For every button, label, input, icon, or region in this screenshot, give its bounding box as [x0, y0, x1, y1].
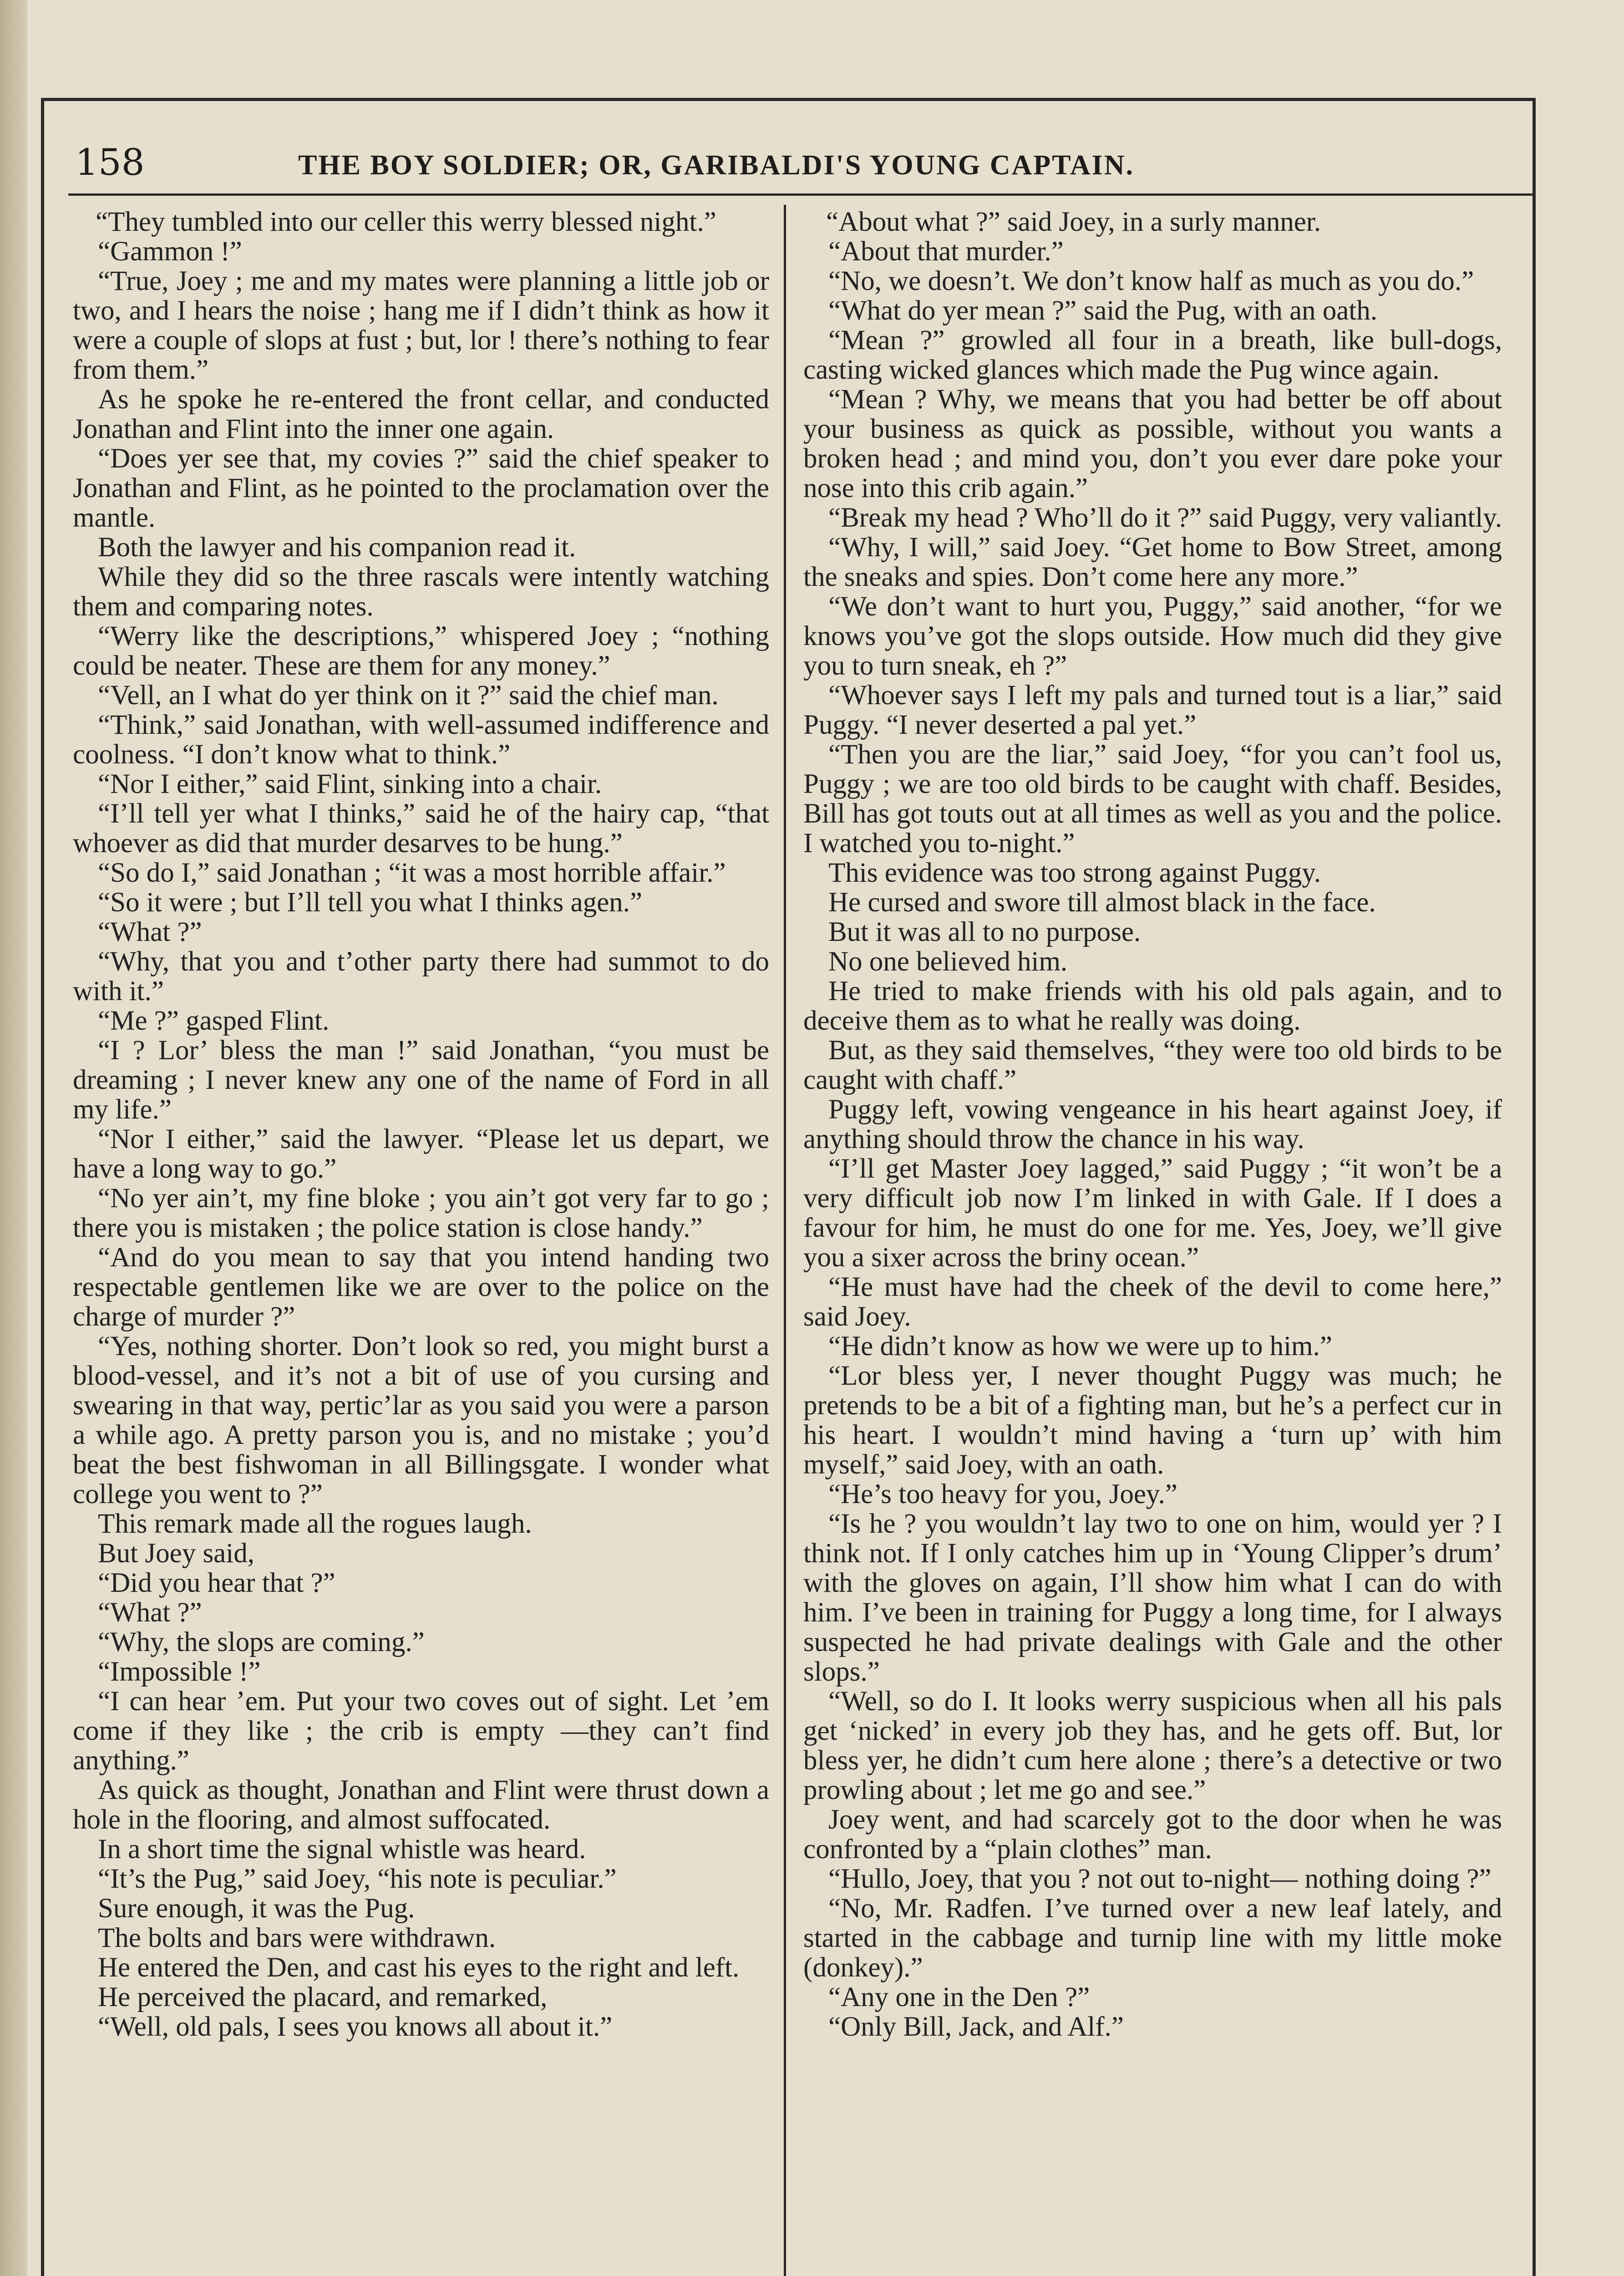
paragraph: “Then you are the liar,” said Joey, “for you can’t fool us, Puggy ; we are too old birds to be caught with chaff. Besides, Bill has got touts out at all times as well as you and the police. I watched you to-night.” [803, 739, 1502, 859]
paragraph: “True, Joey ; me and my mates were planning a little job or two, and I hears the noise ; hang me if I didn’t think as how it were a couple of slops at fust ; but, lor ! there’s nothing to fear from them.” [73, 266, 769, 385]
paragraph: He perceived the placard, and remarked, [98, 1982, 548, 2012]
paragraph: As he spoke he re-entered the front cellar, and conducted Jonathan and Flint into the inner one again. [73, 384, 769, 444]
paragraph: But Joey said, [98, 1538, 254, 1569]
paragraph: “Werry like the descriptions,” whispered Joey ; “nothing could be neater. These are them for any money.” [73, 621, 769, 681]
paragraph: “So it were ; but I’ll tell you what I thinks agen.” [98, 887, 642, 918]
paragraph: “Mean ? Why, we means that you had better be off about your business as quick as possible, without you wants a broken head ; and mind you, don’t you ever dare poke your nose into this crib again.” [803, 384, 1502, 503]
paragraph: “Mean ?” growled all four in a breath, like bull-dogs, casting wicked glances which made the Pug wince again. [803, 325, 1502, 385]
paragraph: “Well, so do I. It looks werry suspicious when all his pals get ‘nicked’ in every job they has, and he gets off. But, lor bless yer, he didn’t cum here alone ; there’s a detective or two prowling about ; let me go and see.” [803, 1686, 1502, 1805]
paragraph: “Break my head ? Who’ll do it ?” said Puggy, very valiantly. [828, 503, 1502, 533]
paragraph: “Nor I either,” said Flint, sinking into a chair. [98, 769, 602, 799]
page-number: 158 [75, 141, 145, 183]
paragraph: “We don’t want to hurt you, Puggy,” said another, “for we knows you’ve got the slops outside. How much did they give you to turn sneak, eh ?” [803, 591, 1502, 681]
paragraph: “And do you mean to say that you intend handing two respectable gentlemen like we are over to the police on the charge of murder ?” [73, 1242, 769, 1332]
paragraph: “Is he ? you wouldn’t lay two to one on him, would yer ? I think not. If I only catches him up in ‘Young Clipper’s drum’ with the gloves on again, I’ll show him what I can do with him. I’ve been in training for Puggy a long time, for I always suspected he had private dealings with Gale and the other slops.” [803, 1509, 1502, 1687]
paragraph: “He’s too heavy for you, Joey.” [828, 1479, 1177, 1509]
paragraph: “He must have had the cheek of the devil to come here,” said Joey. [803, 1272, 1502, 1332]
paragraph: “Hullo, Joey, that you ? not out to-night— nothing doing ?” [828, 1864, 1492, 1894]
column-divider [784, 205, 786, 2276]
paragraph: “Nor I either,” said the lawyer. “Please let us depart, we have a long way to go.” [73, 1124, 769, 1184]
paragraph: “Me ?” gasped Flint. [98, 1006, 330, 1036]
paragraph: “About what ?” said Joey, in a surly manner. [826, 207, 1321, 237]
paragraph: “Why, the slops are coming.” [98, 1627, 425, 1657]
paragraph: “They tumbled into our celler this werry blessed night.” [96, 207, 716, 237]
paragraph: This evidence was too strong against Puggy. [828, 858, 1321, 888]
left-column [73, 207, 769, 2276]
paragraph: “Well, old pals, I sees you knows all about it.” [98, 2012, 613, 2042]
paragraph: “What do yer mean ?” said the Pug, with an oath. [828, 295, 1378, 326]
running-title: THE BOY SOLDIER; OR, GARIBALDI'S YOUNG CAPTAIN. [298, 150, 1135, 181]
paragraph: “Whoever says I left my pals and turned tout is a liar,” said Puggy. “I never deserted a pal yet.” [803, 680, 1502, 740]
paragraph: He entered the Den, and cast his eyes to the right and left. [98, 1952, 740, 1983]
paragraph: “Why, I will,” said Joey. “Get home to Bow Street, among the sneaks and spies. Don’t come here any more.” [803, 532, 1502, 592]
paragraph: In a short time the signal whistle was heard. [98, 1834, 586, 1864]
paragraph: “No, Mr. Radfen. I’ve turned over a new leaf lately, and started in the cabbage and turnip line with my little moke (donkey).” [803, 1893, 1502, 1983]
paragraph: “Lor bless yer, I never thought Puggy was much; he pretends to be a bit of a fighting man, but he’s a perfect cur in his heart. I wouldn’t mind having a ‘turn up’ with him myself,” said Joey, with an oath. [803, 1361, 1502, 1480]
paragraph: “Any one in the Den ?” [828, 1982, 1090, 2012]
paragraph: “What ?” [98, 1597, 202, 1628]
paragraph: He cursed and swore till almost black in the face. [828, 887, 1376, 918]
paragraph: The bolts and bars were withdrawn. [98, 1923, 496, 1953]
paragraph: “No yer ain’t, my fine bloke ; you ain’t got very far to go ; there you is mistaken ; the police station is close handy.” [73, 1183, 769, 1243]
paragraph: “It’s the Pug,” said Joey, “his note is peculiar.” [98, 1864, 617, 1894]
paragraph: But, as they said themselves, “they were too old birds to be caught with chaff.” [803, 1035, 1502, 1095]
paragraph: “About that murder.” [828, 236, 1064, 267]
paragraph: This remark made all the rogues laugh. [98, 1509, 532, 1539]
paragraph: Sure enough, it was the Pug. [98, 1893, 415, 1924]
right-column [803, 207, 1502, 2276]
paragraph: He tried to make friends with his old pals again, and to deceive them as to what he really was doing. [803, 976, 1502, 1036]
paragraph: “He didn’t know as how we were up to him.” [828, 1331, 1332, 1362]
paragraph: “Gammon !” [98, 236, 242, 267]
paragraph: “I can hear ’em. Put your two coves out of sight. Let ’em come if they like ; the crib is empty —they can’t find anything.” [73, 1686, 769, 1776]
paragraph: “Vell, an I what do yer think on it ?” said the chief man. [98, 680, 719, 711]
paragraph: Both the lawyer and his companion read it. [98, 532, 576, 563]
paragraph: Joey went, and had scarcely got to the door when he was confronted by a “plain clothes” man. [803, 1804, 1502, 1864]
paragraph: “Yes, nothing shorter. Don’t look so red, you might burst a blood-vessel, and it’s not a bit of use of you cursing and swearing in that way, pertic’lar as you said you were a parson a while ago. A pretty parson you is, and no mistake ; you’d beat the best fishwoman in all Billingsgate. I wonder what college you went to ?” [73, 1331, 769, 1509]
running-header [75, 141, 1513, 182]
book-spine [0, 0, 27, 2276]
paragraph: But it was all to no purpose. [828, 917, 1141, 947]
paragraph: “No, we doesn’t. We don’t know half as much as you do.” [828, 266, 1474, 296]
paragraph: “I ? Lor’ bless the man !” said Jonathan, “you must be dreaming ; I never knew any one of the name of Ford in all my life.” [73, 1035, 769, 1125]
paragraph: “Think,” said Jonathan, with well-assumed indifference and coolness. “I don’t know what to think.” [73, 710, 769, 770]
paragraph: “Only Bill, Jack, and Alf.” [828, 2012, 1124, 2042]
paragraph: No one believed him. [828, 946, 1068, 977]
paragraph: “Why, that you and t’other party there had summot to do with it.” [73, 946, 769, 1006]
paragraph: Puggy left, vowing vengeance in his heart against Joey, if anything should throw the chance in his way. [803, 1094, 1502, 1154]
paragraph: “What ?” [98, 917, 202, 947]
paragraph: While they did so the three rascals were intently watching them and comparing notes. [73, 562, 769, 622]
paragraph: “Impossible !” [98, 1656, 261, 1687]
paragraph: “So do I,” said Jonathan ; “it was a most horrible affair.” [98, 858, 726, 888]
header-rule [68, 193, 1534, 196]
paragraph: “Did you hear that ?” [98, 1568, 335, 1598]
paragraph: “I’ll get Master Joey lagged,” said Puggy ; “it won’t be a very difficult job now I’m linked in with Gale. If I does a favour for him, he must do one for me. Yes, Joey, we’ll give you a sixer across the briny ocean.” [803, 1153, 1502, 1273]
paragraph: “Does yer see that, my covies ?” said the chief speaker to Jonathan and Flint, as he pointed to the proclamation over the mantle. [73, 443, 769, 533]
paragraph: As quick as thought, Jonathan and Flint were thrust down a hole in the flooring, and almost suffocated. [73, 1775, 769, 1835]
paragraph: “I’ll tell yer what I thinks,” said he of the hairy cap, “that whoever as did that murder desarves to be hung.” [73, 798, 769, 859]
